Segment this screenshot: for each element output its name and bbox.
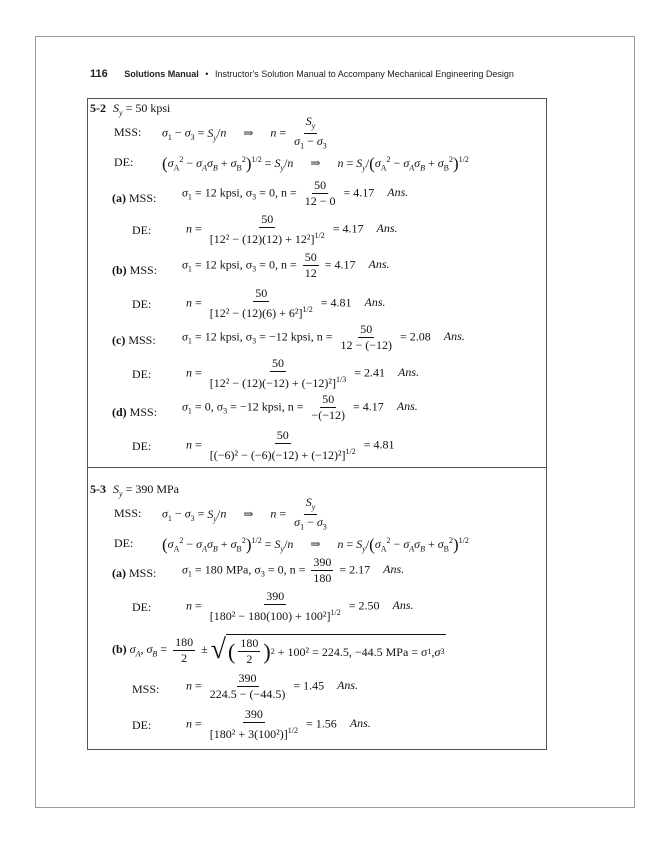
condition: = 12 kpsi, σ: [194, 185, 253, 200]
result: = 2.08: [400, 329, 431, 344]
result: = 4.17: [332, 221, 364, 236]
part-tag: (b): [112, 263, 127, 277]
implies-arrow: ⇒: [310, 537, 321, 551]
mss-general-equation: $\sigma_1 - \sigma_3 = S_y/n$ ⇒ n = $\frac{S_y}{\sigma_1 - \sigma_3}$: [162, 114, 327, 151]
part-c-mss-equation: $\sigma_1 = 12$ kpsi, $\sigma_3 = -12$ kpsi, n = $\frac{50}{12 - (-12)}$ = 2.08 Ans.: [182, 322, 465, 352]
problem-5-3-box: [87, 468, 547, 750]
result: = 4.81: [363, 437, 395, 452]
part-c-mss: [112, 333, 156, 348]
ans-label: Ans.: [396, 399, 418, 414]
numerator: 50: [360, 322, 373, 336]
part-b-principal-stresses: (b) $\sigma_A$, $\sigma_B$ = $\frac{180}{2}$ ± √ ( $\frac{180}{2}$ ) 2 + 100² = 224.5, −44.5 MPa = σ 1 , σ 3: [112, 634, 445, 666]
ans-label: Ans.: [364, 295, 386, 310]
numerator: 50: [304, 250, 317, 264]
part-tag: (a): [112, 191, 126, 205]
de-label: DE:: [132, 297, 152, 311]
ans-label: Ans.: [376, 221, 398, 236]
denominator: [(−6)² − (−6)(−12) + (−12)²]: [209, 448, 346, 462]
denominator: 2: [246, 652, 253, 666]
de-label: DE:: [114, 536, 134, 550]
denominator: [12² − (12)(6) + 6²]: [209, 306, 303, 320]
problem-number: 5-2: [90, 101, 106, 115]
part-d-de-equation: n = $\frac{50}{[(-6)^2 - (-6)(-12) + (-12)^2]^{1/2}}$ = 4.81: [186, 428, 395, 462]
condition: = 0, σ: [194, 399, 224, 414]
de-label: DE:: [132, 600, 152, 614]
implies-arrow: ⇒: [243, 125, 254, 140]
problem-5-3-header: 5-3 $S_y = 390$ MPa: [90, 482, 179, 499]
part-a-mss-equation: $\sigma_1 = 180$ MPa, $\sigma_3 = 0$, n = $\frac{390}{180}$ = 2.17 Ans.: [182, 555, 405, 585]
ans-label: Ans.: [398, 365, 420, 380]
result: = 2.41: [354, 365, 386, 380]
numerator: 50: [276, 428, 289, 442]
exponent: 1/2: [330, 608, 341, 617]
denominator: [12² − (12)(−12) + (−12)²]: [209, 376, 337, 390]
implies-arrow: ⇒: [243, 506, 254, 521]
part-tag: (c): [112, 333, 126, 347]
result: = 1.45: [293, 678, 325, 693]
given-strength: = 390 MPa: [125, 482, 179, 496]
part-tag: (d): [112, 405, 127, 419]
part-tag: (a): [112, 566, 126, 580]
part-b-de-equation: n = $\frac{390}{[180^2 + 3(100^2)]^{1/2}}$ = 1.56 Ans.: [186, 707, 371, 741]
de-general-equation: $(\sigma_A^2 - \sigma_A\sigma_B + \sigma_B^2)^{1/2} = S_y/n$ ⇒ $n = S_y/(\sigma_A^2 - \sigma_A\sigma_B + \sigma_B^2)^{1/2}$: [162, 154, 469, 173]
condition: = 12 kpsi, σ: [194, 329, 253, 344]
condition: = 0, n =: [259, 257, 297, 272]
de-label: DE:: [132, 367, 152, 381]
problem-5-2-box: [87, 98, 547, 468]
numerator: 390: [238, 671, 257, 685]
exponent: 1/2: [302, 305, 313, 314]
part-d-mss-equation: $\sigma_1 = 0$, $\sigma_3 = -12$ kpsi, n = $\frac{50}{-(-12)}$ = 4.17 Ans.: [182, 392, 418, 422]
denominator: −(−12): [311, 408, 346, 422]
part-tag: (b): [112, 641, 127, 656]
running-header: [90, 68, 514, 80]
page-number: 116: [90, 68, 108, 80]
numerator: 50: [322, 392, 335, 406]
problem-number: 5-3: [90, 482, 106, 496]
mss-label: MSS:: [114, 506, 142, 520]
part-a-de-equation: n = $\frac{50}{[12^2 - (12)(12) + 12^2]^{1/2}}$ = 4.17 Ans.: [186, 212, 398, 246]
numerator: 50: [261, 212, 274, 226]
problem-5-2-header: 5-2 $S_y = 50$ kpsi: [90, 101, 171, 118]
ans-label: Ans.: [443, 329, 465, 344]
manual-title: Solutions Manual: [124, 69, 199, 79]
condition: = 0, n =: [267, 562, 306, 577]
exponent: 1/2: [345, 447, 356, 456]
numerator: 390: [313, 555, 332, 569]
condition: = −12 kpsi, n =: [230, 399, 304, 414]
part-b-mss: [112, 263, 157, 278]
numerator: 180: [175, 634, 194, 649]
denominator: 2: [181, 650, 188, 665]
part-d-mss: [112, 405, 157, 420]
de-label: DE:: [114, 155, 134, 169]
square-root: √ ( $\frac{180}{2}$ ) 2 + 100² = 224.5, −44.5 MPa = σ 1 , σ 3: [210, 634, 445, 666]
part-a-mss: [112, 191, 156, 206]
result: = 4.17: [343, 185, 375, 200]
given-strength: = 50 kpsi: [125, 101, 171, 115]
denominator: 12: [304, 266, 317, 280]
ans-label: Ans.: [383, 562, 405, 577]
part-a-mss-equation: $\sigma_1 = 12$ kpsi, $\sigma_3 = 0$, n = $\frac{50}{12 - 0}$ = 4.17 Ans.: [182, 178, 409, 208]
part-b-mss-equation: $\sigma_1 = 12$ kpsi, $\sigma_3 = 0$, n = $\frac{50}{12}$ = 4.17 Ans.: [182, 250, 390, 280]
numerator: 180: [240, 636, 259, 650]
ans-label: Ans.: [349, 716, 371, 731]
denominator: 224.5 − (−44.5): [209, 687, 286, 701]
ans-label: Ans.: [337, 678, 359, 693]
header-subtitle: Instructor's Solution Manual to Accompany Mechanical Engineering Design: [214, 69, 514, 79]
de-label: DE:: [132, 223, 152, 237]
mss-general-equation: $\sigma_1 - \sigma_3 = S_y/n$ ⇒ n = $\frac{S_y}{\sigma_1 - \sigma_3}$: [162, 495, 327, 532]
sqrt-tail: + 100² = 224.5, −44.5 MPa = σ: [277, 644, 428, 659]
denominator: 180: [313, 571, 332, 585]
condition: = 0, n =: [259, 185, 297, 200]
part-c-de-equation: n = $\frac{50}{[12^2 - (12)(-12) + (-12)^2]^{1/3}}$ = 2.41 Ans.: [186, 356, 420, 390]
condition: = −12 kpsi, n =: [259, 329, 333, 344]
result: = 1.56: [305, 716, 337, 731]
implies-arrow: ⇒: [310, 156, 321, 170]
ans-label: Ans.: [387, 185, 409, 200]
denominator: 12 − (−12): [340, 338, 393, 352]
mss-label: MSS:: [132, 682, 160, 696]
result: = 2.17: [339, 562, 371, 577]
denominator: [12² − (12)(12) + 12²]: [209, 232, 315, 246]
part-b-de-equation: n = $\frac{50}{[12^2 - (12)(6) + 6^2]^{1/2}}$ = 4.81 Ans.: [186, 286, 386, 320]
exponent: 1/2: [314, 231, 325, 240]
numerator: 390: [266, 589, 285, 603]
numerator: 390: [244, 707, 263, 721]
numerator: 50: [314, 178, 327, 192]
ans-label: Ans.: [392, 598, 414, 613]
mss-label: MSS:: [114, 125, 142, 139]
result: = 4.17: [324, 257, 356, 272]
denominator: [180² − 180(100) + 100²]: [209, 609, 331, 623]
mss-label: MSS:: [129, 405, 158, 419]
denominator: 12 − 0: [304, 194, 336, 208]
mss-label: MSS:: [129, 263, 158, 277]
de-general-equation: $(\sigma_A^2 - \sigma_A\sigma_B + \sigma_B^2)^{1/2} = S_y/n$ ⇒ $n = S_y/(\sigma_A^2 - \sigma_A\sigma_B + \sigma_B^2)^{1/2}$: [162, 535, 469, 554]
mss-label: MSS:: [129, 566, 157, 580]
de-label: DE:: [132, 718, 152, 732]
mss-label: MSS:: [129, 191, 157, 205]
de-label: DE:: [132, 439, 152, 453]
condition: = 180 MPa, σ: [194, 562, 261, 577]
part-a-de-equation: n = $\frac{390}{[180^2 - 180(100) + 100^2]^{1/2}}$ = 2.50 Ans.: [186, 589, 414, 623]
result: = 4.17: [353, 399, 384, 414]
part-a-mss: [112, 566, 156, 581]
exponent: 1/3: [336, 375, 347, 384]
numerator: 50: [255, 286, 268, 300]
mss-label: MSS:: [128, 333, 156, 347]
part-b-mss-equation: n = $\frac{390}{224.5 - (-44.5)}$ = 1.45 Ans.: [186, 671, 359, 701]
denominator: [180² + 3(100²)]: [209, 727, 288, 741]
result: = 4.81: [320, 295, 352, 310]
exponent: 1/2: [287, 726, 298, 735]
header-bullet: •: [205, 69, 209, 79]
ans-label: Ans.: [368, 257, 390, 272]
condition: = 12 kpsi, σ: [194, 257, 253, 272]
result: = 2.50: [348, 598, 380, 613]
numerator: 50: [272, 356, 285, 370]
